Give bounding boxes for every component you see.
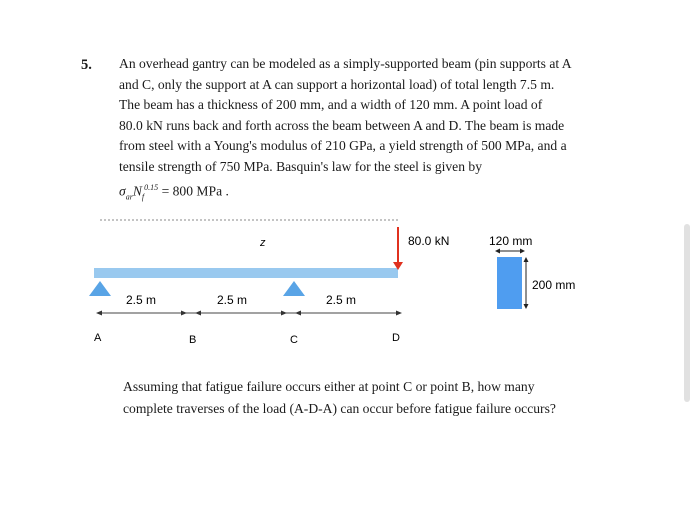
z-axis-label: z (260, 237, 266, 249)
question-line: Assuming that fatigue failure occurs either at point C or point B, how many (123, 379, 535, 394)
cycles-subscript: f (141, 191, 145, 201)
section-width-label: 120 mm (489, 234, 533, 248)
dim-arrow (181, 311, 187, 316)
dim-arrow (295, 311, 301, 316)
problem-line: from steel with a Young's modulus of 210 GPa, a yield strength of 500 MPa, and a (119, 138, 567, 154)
support-c (283, 281, 305, 296)
height-arrow-bottom (524, 304, 529, 309)
sigma-subscript: ar (125, 191, 133, 201)
span-label-ab: 2.5 m (126, 293, 157, 307)
question-text (123, 376, 593, 419)
width-arrow-left (495, 249, 500, 254)
point-b-label: B (189, 334, 197, 346)
dim-arrow (195, 311, 201, 316)
point-c-label: C (290, 334, 298, 346)
problem-line: tensile strength of 750 MPa. Basquin's law for the steel is given by (119, 158, 483, 174)
problem-line: and C, only the support at A can support a horizontal load) of total length 7.5 m. (119, 76, 555, 92)
point-a-label: A (94, 332, 102, 344)
sigma-symbol: σ (119, 183, 126, 199)
load-label: 80.0 kN (408, 234, 450, 248)
beam (94, 268, 398, 278)
dim-arrow (396, 311, 402, 316)
height-arrow-top (524, 257, 529, 262)
problem-line: The beam has a thickness of 200 mm, and a width of 120 mm. A point load of (119, 97, 543, 113)
dim-arrow (96, 311, 102, 316)
cycles-exponent: 0.15 (144, 182, 159, 192)
question-number: 5. (81, 57, 92, 73)
problem-line: 80.0 kN runs back and forth across the beam between A and D. The beam is made (119, 117, 565, 133)
span-label-bc: 2.5 m (217, 293, 248, 307)
scrollbar[interactable] (684, 224, 690, 402)
question-line: complete traverses of the load (A-D-A) can occur before fatigue failure occurs? (123, 400, 556, 416)
section-height-label: 200 mm (532, 278, 576, 292)
support-a (89, 281, 111, 296)
cycles-symbol: N (132, 183, 142, 199)
formula-rhs: = 800 MPa . (161, 183, 229, 199)
span-label-cd: 2.5 m (326, 293, 357, 307)
dim-arrow (281, 311, 287, 316)
cross-section (497, 257, 522, 309)
point-d-label: D (392, 332, 400, 344)
width-arrow-right (520, 249, 525, 254)
problem-line: An overhead gantry can be modeled as a simply-supported beam (pin supports at A (119, 56, 572, 71)
